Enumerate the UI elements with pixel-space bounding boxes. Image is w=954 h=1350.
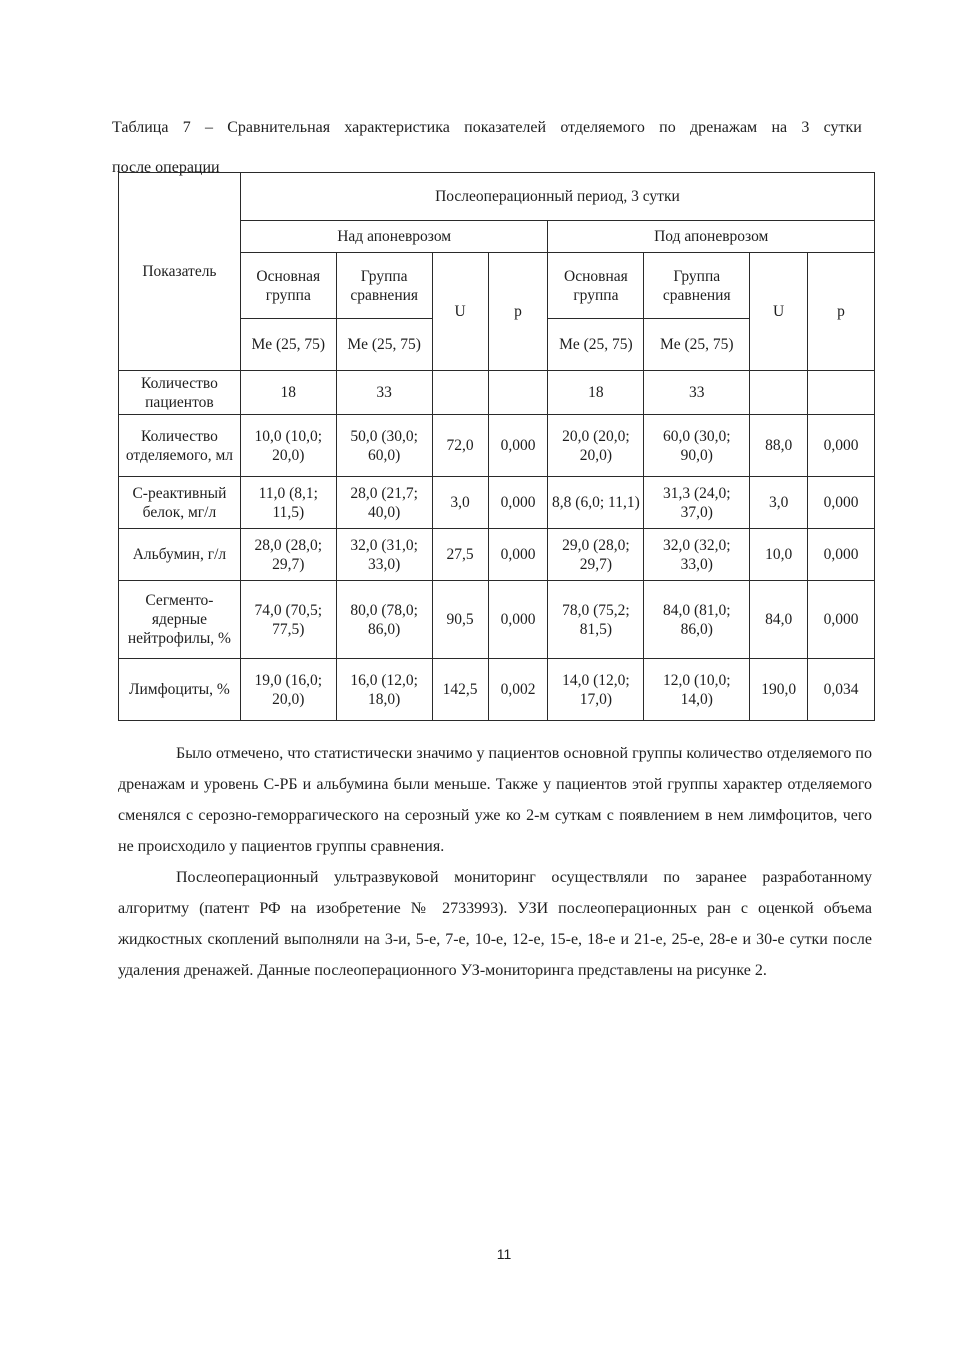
caption-word: Таблица <box>112 119 169 136</box>
p-cell <box>808 371 875 415</box>
value-cell: 14,0 (12,0; 17,0) <box>548 659 644 721</box>
u-cell: 27,5 <box>432 529 488 581</box>
caption-word: сутки <box>823 119 862 136</box>
me-header: Me (25, 75) <box>336 319 432 371</box>
body-text <box>118 738 872 986</box>
row-label: С-реактивный белок, мг/л <box>119 477 241 529</box>
caption-word: показателей <box>464 119 547 136</box>
value-cell: 19,0 (16,0; 20,0) <box>240 659 336 721</box>
p-cell: 0,000 <box>488 529 548 581</box>
me-header: Me (25, 75) <box>240 319 336 371</box>
table-row <box>119 581 875 659</box>
u-cell: 3,0 <box>750 477 808 529</box>
u-cell: 88,0 <box>750 415 808 477</box>
p-cell <box>488 371 548 415</box>
p-header-below: p <box>808 253 875 371</box>
p-header-above: p <box>488 253 548 371</box>
caption-line-1 <box>112 108 862 148</box>
value-cell: 8,8 (6,0; 11,1) <box>548 477 644 529</box>
table-row <box>119 415 875 477</box>
value-cell: 28,0 (21,7; 40,0) <box>336 477 432 529</box>
indicator-header: Показатель <box>119 173 241 371</box>
below-aponeurosis-header: Под апоневрозом <box>548 221 875 253</box>
value-cell: 60,0 (30,0; 90,0) <box>644 415 750 477</box>
u-header-below: U <box>750 253 808 371</box>
value-cell: 20,0 (20,0; 20,0) <box>548 415 644 477</box>
u-cell <box>750 371 808 415</box>
caption-word: 3 <box>801 119 810 136</box>
value-cell: 28,0 (28,0; 29,7) <box>240 529 336 581</box>
u-cell: 3,0 <box>432 477 488 529</box>
p-cell: 0,000 <box>488 581 548 659</box>
paragraph: Было отмечено, что статистически значимо у пациентов основной группы количество отделяемого по дренажам и уровень С-РБ и альбумина были меньше. Также у пациентов этой группы характер отделяемого сменялся с серозно-геморрагического на серозный уже ко 2-м суткам с появлением в нем лимфоцитов, чего не происходило у пациентов группы сравнения. <box>118 745 872 855</box>
u-cell: 90,5 <box>432 581 488 659</box>
p-cell: 0,000 <box>488 477 548 529</box>
u-cell: 142,5 <box>432 659 488 721</box>
p-cell: 0,000 <box>808 529 875 581</box>
value-cell: 33 <box>644 371 750 415</box>
value-cell: 18 <box>548 371 644 415</box>
value-cell: 32,0 (32,0; 33,0) <box>644 529 750 581</box>
caption-word: по <box>659 119 676 136</box>
caption-word: характеристика <box>344 119 450 136</box>
row-label: Альбумин, г/л <box>119 529 241 581</box>
u-cell: 84,0 <box>750 581 808 659</box>
p-cell: 0,034 <box>808 659 875 721</box>
caption-word: отделяемого <box>560 119 645 136</box>
u-cell: 10,0 <box>750 529 808 581</box>
comparison-group-header-below: Группа сравнения <box>644 253 750 319</box>
value-cell: 29,0 (28,0; 29,7) <box>548 529 644 581</box>
value-cell: 31,3 (24,0; 37,0) <box>644 477 750 529</box>
value-cell: 84,0 (81,0; 86,0) <box>644 581 750 659</box>
comparison-table <box>118 172 875 721</box>
u-cell: 190,0 <box>750 659 808 721</box>
header-row-period <box>119 173 875 221</box>
value-cell: 10,0 (10,0; 20,0) <box>240 415 336 477</box>
value-cell: 32,0 (31,0; 33,0) <box>336 529 432 581</box>
p-cell: 0,000 <box>808 581 875 659</box>
p-cell: 0,000 <box>488 415 548 477</box>
main-group-header-below: Основная группа <box>548 253 644 319</box>
value-cell: 33 <box>336 371 432 415</box>
main-group-header-above: Основная группа <box>240 253 336 319</box>
value-cell: 18 <box>240 371 336 415</box>
value-cell: 78,0 (75,2; 81,5) <box>548 581 644 659</box>
caption-word: дренажам <box>689 119 758 136</box>
value-cell: 11,0 (8,1; 11,5) <box>240 477 336 529</box>
value-cell: 12,0 (10,0; 14,0) <box>644 659 750 721</box>
value-cell: 50,0 (30,0; 60,0) <box>336 415 432 477</box>
p-cell: 0,002 <box>488 659 548 721</box>
caption-word: Сравнительная <box>227 119 331 136</box>
row-label: Количество отделяемого, мл <box>119 415 241 477</box>
value-cell: 74,0 (70,5; 77,5) <box>240 581 336 659</box>
period-header: Послеоперационный период, 3 сутки <box>240 173 874 221</box>
u-cell: 72,0 <box>432 415 488 477</box>
p-cell: 0,000 <box>808 415 875 477</box>
table-row <box>119 477 875 529</box>
above-aponeurosis-header: Над апоневрозом <box>240 221 548 253</box>
row-label: Количество пациентов <box>119 371 241 415</box>
row-label: Лимфоциты, % <box>119 659 241 721</box>
table-row <box>119 529 875 581</box>
caption-word: – <box>204 119 213 136</box>
table-row <box>119 659 875 721</box>
comparison-group-header-above: Группа сравнения <box>336 253 432 319</box>
u-cell <box>432 371 488 415</box>
me-header: Me (25, 75) <box>644 319 750 371</box>
me-header: Me (25, 75) <box>548 319 644 371</box>
caption-word: 7 <box>182 119 191 136</box>
p-cell: 0,000 <box>808 477 875 529</box>
caption-line-2: после операции <box>112 159 220 176</box>
value-cell: 16,0 (12,0; 18,0) <box>336 659 432 721</box>
caption-word: на <box>771 119 788 136</box>
value-cell: 80,0 (78,0; 86,0) <box>336 581 432 659</box>
page-number: 11 <box>496 1246 512 1262</box>
table-row <box>119 371 875 415</box>
paragraph: Послеоперационный ультразвуковой мониторинг осуществляли по заранее разработанному алгоритму (патент РФ на изобретение № 2733993). УЗИ послеоперационных ран с оценкой объема жидкостных скоплений выполняли на 3-и, 5-е, 7-е, 10-е, 12-е, 15-е, 18-е и 21-е, 25-е, 28-е и 30-е сутки после удаления дренажей. Данные послеоперационного УЗ-мониторинга представлены на рисунке 2. <box>118 869 872 979</box>
u-header-above: U <box>432 253 488 371</box>
row-label: Сегменто-ядерные нейтрофилы, % <box>119 581 241 659</box>
